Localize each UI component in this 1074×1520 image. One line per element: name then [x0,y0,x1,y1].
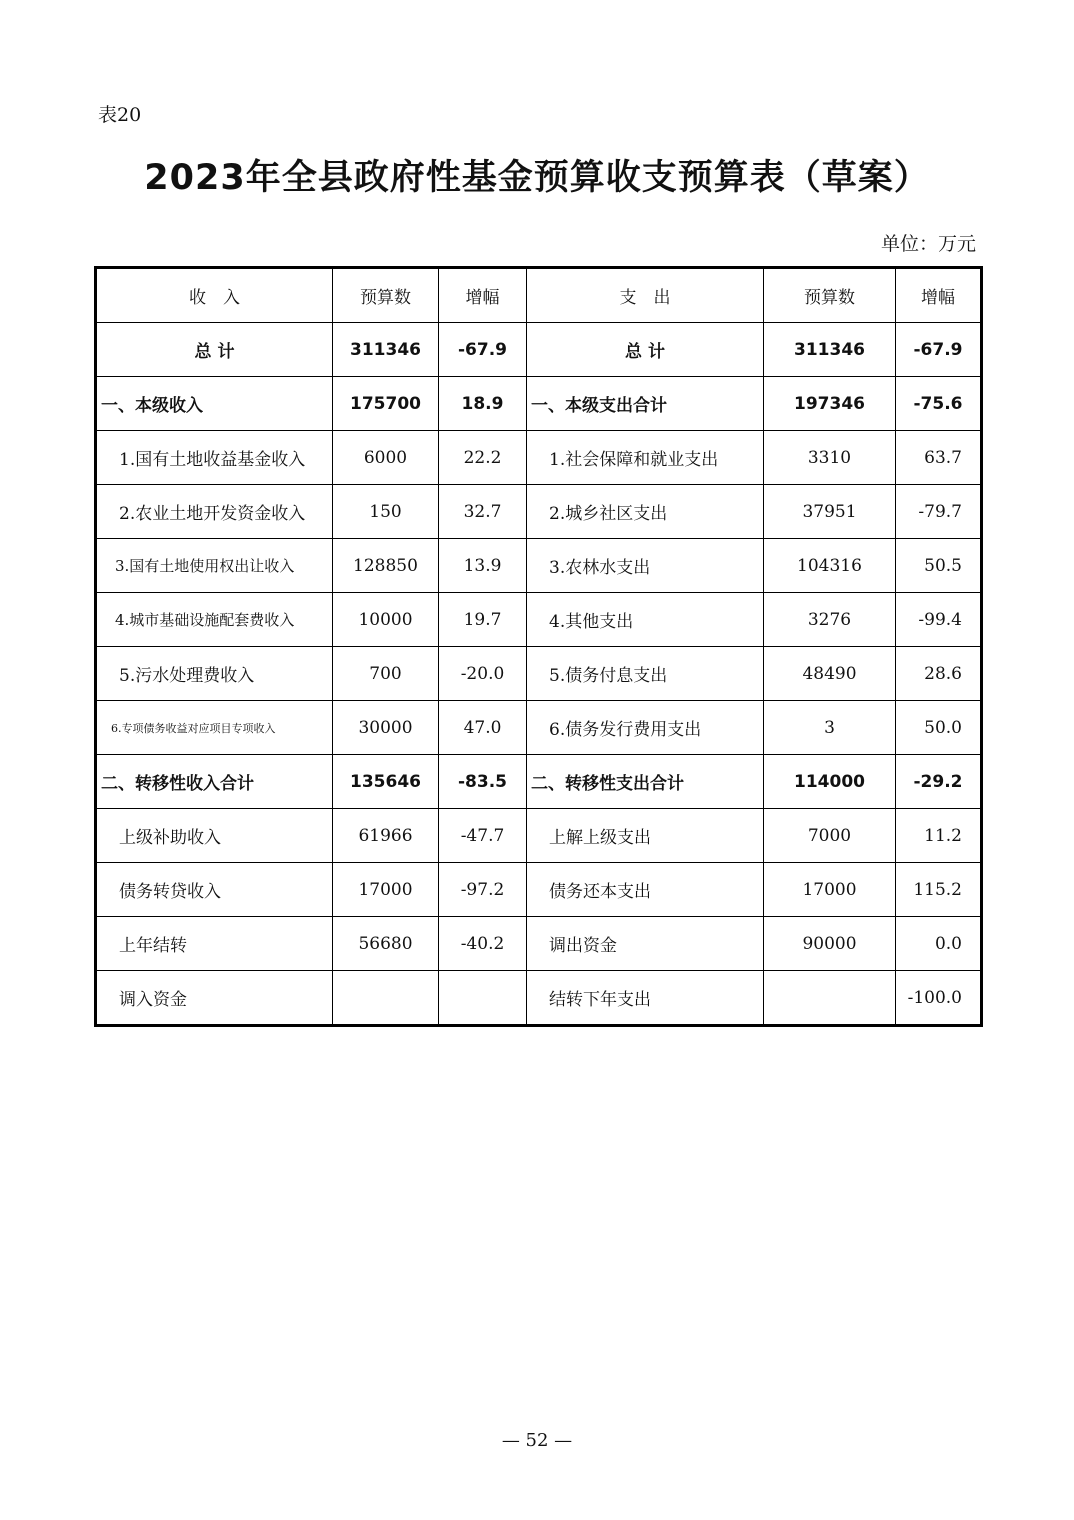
expense-growth-cell: -29.2 [896,755,982,809]
expense-budget-cell: 37951 [764,485,896,539]
income-budget-cell: 30000 [333,701,439,755]
expense-growth-cell: -99.4 [896,593,982,647]
income-label: 5.污水处理费收入 [96,647,333,701]
section-row [96,755,982,809]
expense-growth-cell: 50.5 [896,539,982,593]
income-growth-cell: -47.7 [439,809,527,863]
income-growth-cell: 18.9 [439,377,527,431]
expense-growth-cell: 50.0 [896,701,982,755]
table-row [96,917,982,971]
income-budget-cell: 175700 [333,377,439,431]
income-label: 上级补助收入 [96,809,333,863]
expense-label: 4.其他支出 [527,593,764,647]
expense-label: 3.农林水支出 [527,539,764,593]
expense-growth-cell: 28.6 [896,647,982,701]
income-budget-cell: 61966 [333,809,439,863]
expense-budget-cell: 104316 [764,539,896,593]
income-budget-cell: 17000 [333,863,439,917]
income-budget-cell: 56680 [333,917,439,971]
expense-budget-cell: 3276 [764,593,896,647]
expense-budget-cell: 114000 [764,755,896,809]
col-header-expense-growth: 增幅 [896,268,982,323]
income-label: 2.农业土地开发资金收入 [96,485,333,539]
income-growth-cell: -97.2 [439,863,527,917]
income-growth-cell: 47.0 [439,701,527,755]
table-row [96,431,982,485]
income-label: 4.城市基础设施配套费收入 [96,593,333,647]
col-header-income-budget: 预算数 [333,268,439,323]
page-title: 2023年全县政府性基金预算收支预算表（草案） [144,158,930,198]
income-growth-cell: 32.7 [439,485,527,539]
col-header-income-growth: 增幅 [439,268,527,323]
total-expense-budget: 311346 [764,323,896,377]
expense-growth-cell: -100.0 [896,971,982,1026]
expense-budget-cell: 7000 [764,809,896,863]
section-row [96,377,982,431]
expense-budget-cell: 90000 [764,917,896,971]
income-label: 6.专项债务收益对应项目专项收入 [96,701,333,755]
expense-growth-cell: 63.7 [896,431,982,485]
expense-budget-cell [764,971,896,1026]
expense-label: 二、转移性支出合计 [527,755,764,809]
income-growth-cell: 19.7 [439,593,527,647]
expense-growth-cell: -75.6 [896,377,982,431]
income-budget-cell: 700 [333,647,439,701]
total-income-budget: 311346 [333,323,439,377]
expense-growth-cell: -79.7 [896,485,982,539]
page-number: — 52 — [501,1430,573,1451]
income-label: 1.国有土地收益基金收入 [96,431,333,485]
income-growth-cell [439,971,527,1026]
expense-growth-cell: 11.2 [896,809,982,863]
col-header-income: 收 入 [96,268,333,323]
total-income-label: 总 计 [96,323,333,377]
income-growth-cell: 13.9 [439,539,527,593]
table-row [96,485,982,539]
income-growth-cell: 22.2 [439,431,527,485]
expense-label: 一、本级支出合计 [527,377,764,431]
table-header-row [96,268,982,323]
budget-table [94,266,983,1027]
income-label: 债务转贷收入 [96,863,333,917]
income-budget-cell [333,971,439,1026]
total-expense-label: 总 计 [527,323,764,377]
expense-label: 1.社会保障和就业支出 [527,431,764,485]
expense-budget-cell: 197346 [764,377,896,431]
income-budget-cell: 150 [333,485,439,539]
expense-growth-cell: 0.0 [896,917,982,971]
expense-budget-cell: 3 [764,701,896,755]
expense-label: 调出资金 [527,917,764,971]
table-row [96,701,982,755]
income-label: 调入资金 [96,971,333,1026]
income-budget-cell: 6000 [333,431,439,485]
expense-budget-cell: 17000 [764,863,896,917]
income-growth-cell: -40.2 [439,917,527,971]
col-header-expense: 支 出 [527,268,764,323]
total-row [96,323,982,377]
unit-label: 单位：万元 [880,233,976,255]
expense-label: 6.债务发行费用支出 [527,701,764,755]
table-row [96,809,982,863]
table-row [96,593,982,647]
expense-label: 5.债务付息支出 [527,647,764,701]
income-label: 上年结转 [96,917,333,971]
income-label: 一、本级收入 [96,377,333,431]
table-row [96,539,982,593]
income-label: 二、转移性收入合计 [96,755,333,809]
table-row [96,647,982,701]
expense-budget-cell: 3310 [764,431,896,485]
total-income-growth: -67.9 [439,323,527,377]
col-header-expense-budget: 预算数 [764,268,896,323]
expense-label: 结转下年支出 [527,971,764,1026]
income-growth-cell: -83.5 [439,755,527,809]
expense-growth-cell: 115.2 [896,863,982,917]
expense-label: 上解上级支出 [527,809,764,863]
table-row [96,863,982,917]
table-number: 表20 [98,104,142,126]
income-growth-cell: -20.0 [439,647,527,701]
table-row [96,971,982,1026]
expense-budget-cell: 48490 [764,647,896,701]
total-expense-growth: -67.9 [896,323,982,377]
expense-label: 债务还本支出 [527,863,764,917]
income-budget-cell: 10000 [333,593,439,647]
income-label: 3.国有土地使用权出让收入 [96,539,333,593]
income-budget-cell: 128850 [333,539,439,593]
income-budget-cell: 135646 [333,755,439,809]
expense-label: 2.城乡社区支出 [527,485,764,539]
